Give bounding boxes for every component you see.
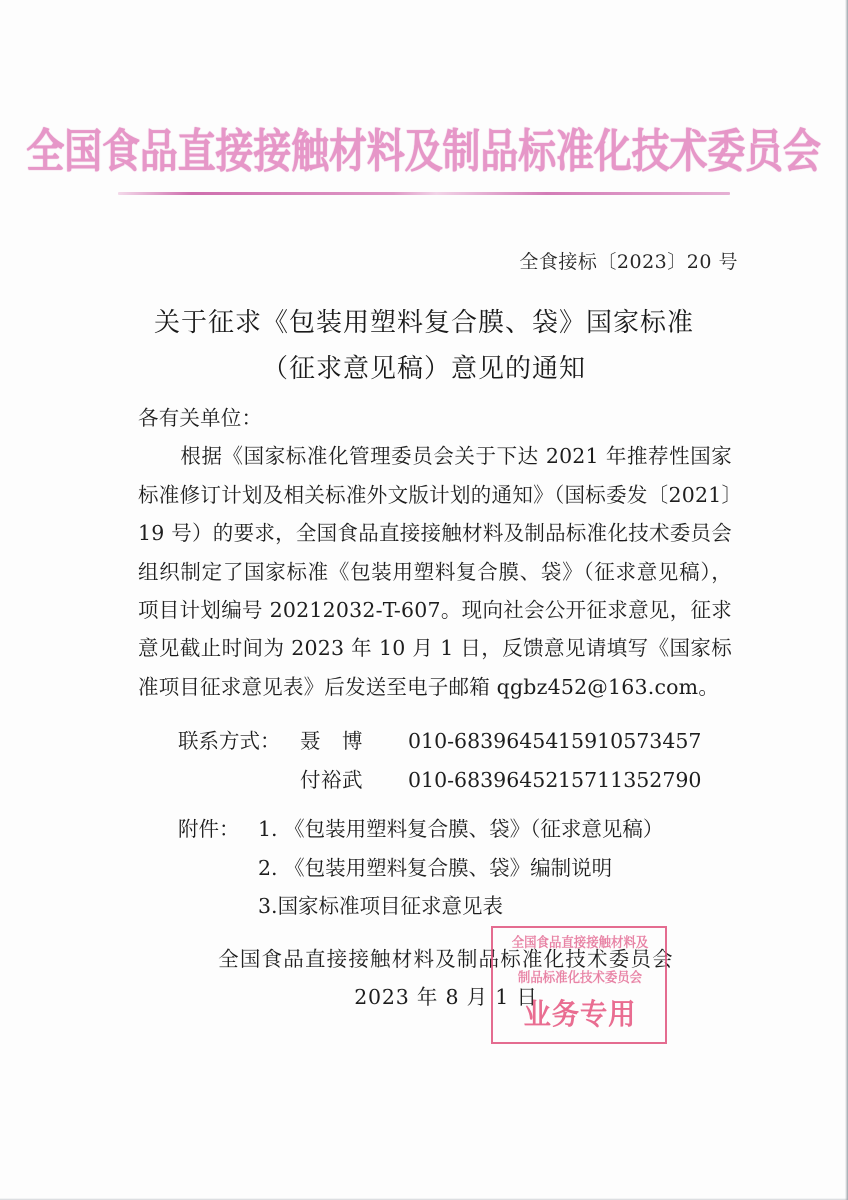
attachment-list [178, 810, 663, 926]
body-paragraph-text: 根据《国家标准化管理委员会关于下达 2021 年推荐性国家标准修订计划及相关标准外文版计划的通知》（国标委发〔2021〕19 号）的要求，全国食品直接接触材料及制品标准化技术委员会组织制定了国家标准《包装用塑料复合膜、袋》（征求意见稿），项目计划编号 20212032-T-607。现向社会公开征求意见，征求意见截止时间为 2023 年 10 月 1 日，反馈意见请填写《国家标准项目征求意见表》后发送至电子邮箱 qgbz452@163.com。 [138, 444, 732, 699]
contact-telephone: 010-68396454 [408, 729, 559, 753]
page-title-line-2: （征求意见稿）意见的通知 [261, 354, 586, 384]
signature-block [0, 940, 848, 1016]
contact-label: 联系方式： [178, 729, 281, 753]
body-text [138, 399, 732, 706]
attachment-number: 2. [258, 855, 278, 880]
attachment-text: 《包装用塑料复合膜、袋》编制说明 [284, 855, 613, 880]
attachment-number: 3. [258, 894, 278, 918]
letterhead [0, 120, 848, 179]
contact-name: 聂 博 [300, 729, 363, 753]
contact-row [178, 761, 701, 800]
seal-line-2: 制品标准化技术委员会 [517, 970, 643, 986]
attachment-number: 1. [258, 817, 278, 841]
letterhead-divider [118, 192, 730, 195]
contact-label-spacer [178, 761, 300, 800]
attachment-item [178, 810, 663, 849]
seal-main-text: 业务专用 [523, 997, 637, 1031]
attachment-label: 附件： [178, 817, 240, 841]
contact-telephone: 010-68396452 [408, 767, 559, 792]
contact-row [178, 722, 701, 761]
contact-name: 付裕武 [300, 767, 363, 792]
document-number: 全食接标〔2023〕20 号 [519, 251, 738, 273]
signature-date: 2023 年 8 月 1 日 [354, 985, 538, 1009]
contact-block [178, 722, 701, 799]
letterhead-organization: 全国食品直接接触材料及制品标准化技术委员会 [26, 125, 822, 179]
seal-line-1: 全国食品直接接触材料及 [511, 935, 649, 951]
attachment-item [178, 887, 663, 926]
attachment-text: 国家标准项目征求意见表 [277, 894, 504, 918]
page-title-line-1: 关于征求《包装用塑料复合膜、袋》国家标准 [153, 308, 694, 338]
salutation: 各有关单位： [138, 406, 263, 430]
page-title [0, 300, 848, 392]
attachment-text: 《包装用塑料复合膜、袋》（征求意见稿） [284, 817, 664, 841]
contact-mobile: 15711352790 [558, 767, 702, 792]
signature-organization: 全国食品直接接触材料及制品标准化技术委员会 [218, 947, 674, 971]
body-paragraph [138, 437, 732, 706]
attachment-item [178, 849, 663, 888]
contact-mobile: 15910573457 [558, 729, 702, 753]
